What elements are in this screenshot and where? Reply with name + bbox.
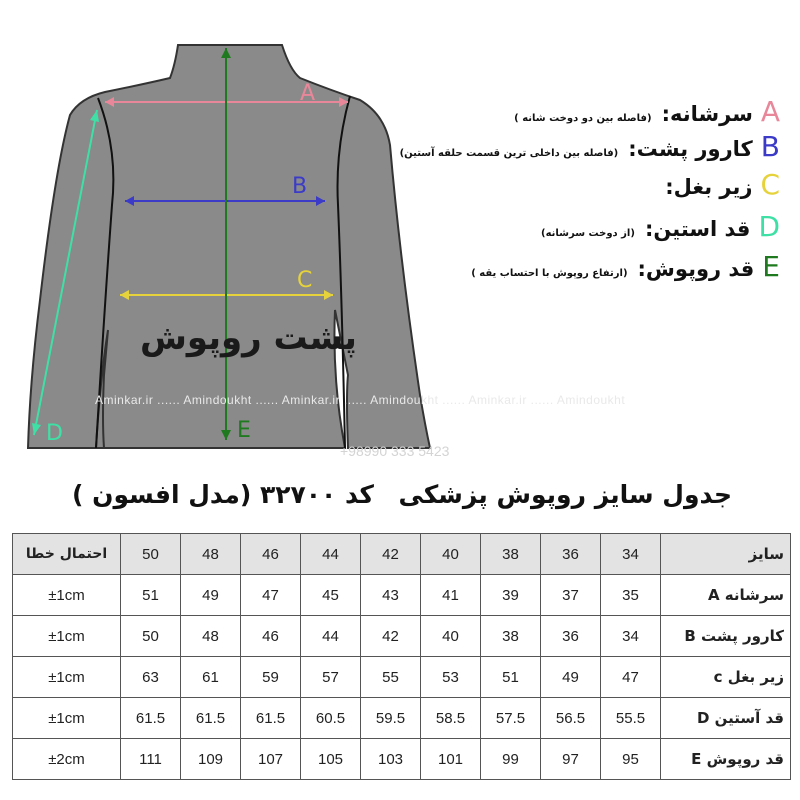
table-cell: 56.5 xyxy=(541,698,601,739)
table-cell: 61.5 xyxy=(181,698,241,739)
table-cell: 60.5 xyxy=(301,698,361,739)
tolerance-cell: ±2cm xyxy=(13,739,121,780)
table-row xyxy=(13,616,791,657)
size-header-cell: 44 xyxy=(301,534,361,575)
legend-title-d: قد استین xyxy=(653,217,751,241)
table-cell: 41 xyxy=(421,575,481,616)
legend-note-d: (از دوخت سرشانه) xyxy=(541,228,635,239)
watermark-text: Aminkar.ir ...... Amindoukht ...... Aminkar.ir ...... Amindoukht ...... Aminkar.ir ...... Amindoukht xyxy=(95,393,626,407)
table-cell: 36 xyxy=(541,616,601,657)
tolerance-header: احتمال خطا xyxy=(13,534,121,575)
table-cell: 49 xyxy=(541,657,601,698)
table-cell: 43 xyxy=(361,575,421,616)
size-header-cell: 40 xyxy=(421,534,481,575)
row-label: قد آستین D xyxy=(661,698,791,739)
legend-letter-d: D xyxy=(758,210,780,243)
table-cell: 55 xyxy=(361,657,421,698)
size-header-cell: 48 xyxy=(181,534,241,575)
table-title: جدول سایز روپوش پزشکی xyxy=(398,480,732,509)
legend-item-d xyxy=(541,210,780,243)
size-header-cell: 46 xyxy=(241,534,301,575)
measure-a-label: A xyxy=(300,81,316,106)
table-cell: 99 xyxy=(481,739,541,780)
legend-letter-b: B xyxy=(760,130,780,163)
table-cell: 51 xyxy=(481,657,541,698)
legend-letter-c: C xyxy=(760,168,780,201)
legend-note-b: (فاصله بین داخلی ترین قسمت حلقه آستین) xyxy=(399,148,619,159)
table-cell: 38 xyxy=(481,616,541,657)
table-cell: 47 xyxy=(601,657,661,698)
table-cell: 51 xyxy=(121,575,181,616)
garment-back-label: پشت روپوش xyxy=(140,318,357,358)
size-header-cell: 42 xyxy=(361,534,421,575)
size-header-cell: 36 xyxy=(541,534,601,575)
table-row xyxy=(13,657,791,698)
table-cell: 97 xyxy=(541,739,601,780)
row-label: زیر بغل c xyxy=(661,657,791,698)
row-label: کارور پشت B xyxy=(661,616,791,657)
size-header-cell: 50 xyxy=(121,534,181,575)
table-cell: 61.5 xyxy=(121,698,181,739)
table-row xyxy=(13,698,791,739)
table-cell: 58.5 xyxy=(421,698,481,739)
table-cell: 61.5 xyxy=(241,698,301,739)
table-row xyxy=(13,575,791,616)
legend-letter-e: E xyxy=(762,250,780,283)
legend-note-e: (ارتفاع روپوش با احتساب یقه ) xyxy=(471,268,628,279)
legend-colon: : xyxy=(637,257,646,281)
tolerance-cell: ±1cm xyxy=(13,575,121,616)
measure-c-label: C xyxy=(297,268,313,293)
garment-silhouette xyxy=(28,45,430,448)
size-header-cell: 38 xyxy=(481,534,541,575)
legend-item-c xyxy=(661,168,780,201)
table-cell: 50 xyxy=(121,616,181,657)
legend-colon: : xyxy=(644,217,654,241)
table-header-row xyxy=(13,534,791,575)
table-cell: 49 xyxy=(181,575,241,616)
table-cell: 35 xyxy=(601,575,661,616)
table-cell: 95 xyxy=(601,739,661,780)
size-header-cell: 34 xyxy=(601,534,661,575)
legend-item-a xyxy=(514,95,780,128)
table-cell: 105 xyxy=(301,739,361,780)
legend-colon: : xyxy=(661,102,670,126)
table-cell: 46 xyxy=(241,616,301,657)
table-cell: 109 xyxy=(181,739,241,780)
table-cell: 63 xyxy=(121,657,181,698)
measure-e-label: E xyxy=(237,418,251,443)
row-label: قد روپوش E xyxy=(661,739,791,780)
table-cell: 40 xyxy=(421,616,481,657)
table-cell: 34 xyxy=(601,616,661,657)
table-cell: 53 xyxy=(421,657,481,698)
tolerance-cell: ±1cm xyxy=(13,698,121,739)
legend-title-e: قد روپوش xyxy=(645,257,755,281)
table-cell: 42 xyxy=(361,616,421,657)
tolerance-cell: ±1cm xyxy=(13,616,121,657)
legend-title-a: سرشانه xyxy=(669,102,753,126)
table-cell: 37 xyxy=(541,575,601,616)
legend-item-e xyxy=(471,250,780,283)
legend-letter-a: A xyxy=(760,95,780,128)
measure-d-label: D xyxy=(46,421,63,446)
size-header-label: سایز xyxy=(661,534,791,575)
legend-colon: : xyxy=(665,175,674,199)
table-cell: 111 xyxy=(121,739,181,780)
table-cell: 57.5 xyxy=(481,698,541,739)
phone-watermark: +98990 333 5423 xyxy=(340,443,450,459)
table-cell: 57 xyxy=(301,657,361,698)
legend-colon: : xyxy=(628,137,637,161)
table-cell: 55.5 xyxy=(601,698,661,739)
legend-title-b: کارور پشت xyxy=(636,137,753,161)
table-cell: 101 xyxy=(421,739,481,780)
table-cell: 59 xyxy=(241,657,301,698)
legend-note-a: (فاصله بین دو دوخت شانه ) xyxy=(514,113,652,124)
legend-title-c: زیر بغل xyxy=(673,175,753,199)
tolerance-cell: ±1cm xyxy=(13,657,121,698)
table-cell: 103 xyxy=(361,739,421,780)
size-table xyxy=(12,533,791,780)
table-row xyxy=(13,739,791,780)
measure-b-label: B xyxy=(292,174,308,199)
table-cell: 47 xyxy=(241,575,301,616)
legend-item-b xyxy=(400,130,780,163)
table-cell: 45 xyxy=(301,575,361,616)
row-label: سرشانه A xyxy=(661,575,791,616)
table-cell: 61 xyxy=(181,657,241,698)
table-cell: 59.5 xyxy=(361,698,421,739)
table-cell: 107 xyxy=(241,739,301,780)
table-cell: 39 xyxy=(481,575,541,616)
table-cell: 44 xyxy=(301,616,361,657)
table-cell: 48 xyxy=(181,616,241,657)
model-code: کد ۳۲۷۰۰ (مدل افسون ) xyxy=(72,480,374,509)
